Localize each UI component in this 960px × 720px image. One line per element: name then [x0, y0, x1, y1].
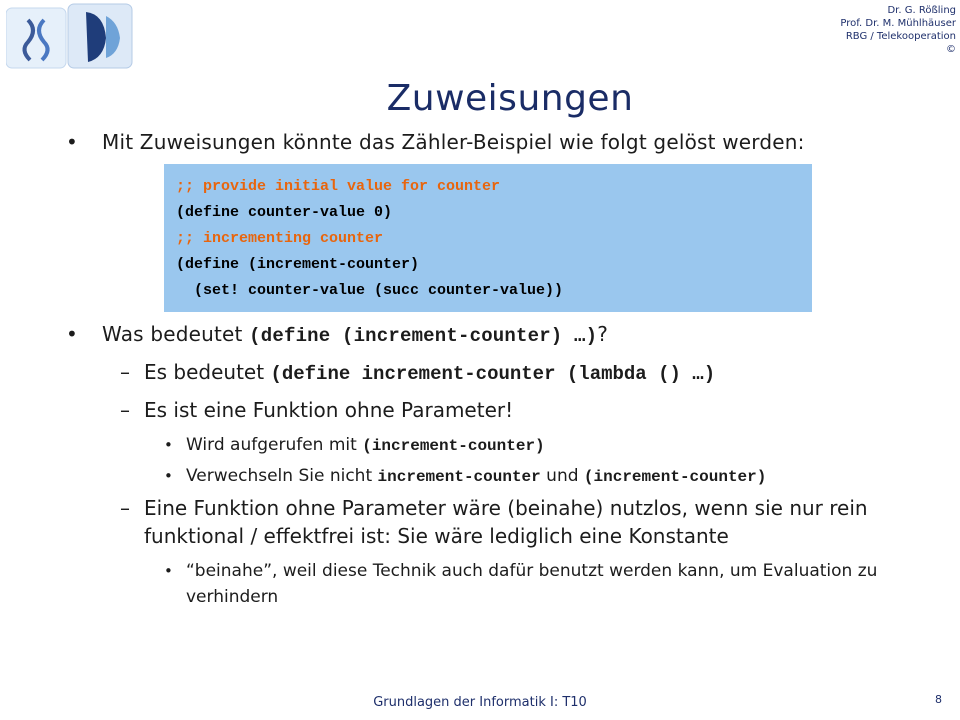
bullet-marker: • [66, 322, 78, 346]
credit-line: Dr. G. Rößling [887, 5, 956, 16]
code-block [164, 164, 812, 312]
code-line: (define (increment-counter) [176, 256, 420, 273]
bullet-marker: • [66, 130, 78, 154]
sub-bullet-text: Es bedeutet [144, 360, 271, 384]
dash-marker: – [120, 496, 130, 520]
slide-credits [840, 4, 956, 56]
sub-sub-bullet-text: und [540, 466, 584, 486]
sub-sub-bullet-item [60, 463, 940, 490]
slide-content [60, 128, 940, 614]
sub-bullet-text: Es ist eine Funktion ohne Parameter! [144, 398, 514, 422]
slide-title: Zuweisungen [386, 78, 634, 119]
credit-line: © [946, 44, 956, 55]
sub-sub-bullet-text: Verwechseln Sie nicht [186, 466, 378, 486]
tu-logo [6, 2, 136, 74]
code-line: (set! counter-value (succ counter-value)) [176, 282, 564, 299]
inline-code: (define increment-counter (lambda () …) [270, 363, 716, 385]
bullet-item [60, 128, 940, 156]
sub-bullet-item [60, 396, 940, 424]
sub-sub-bullet-item [60, 432, 940, 459]
sub-sub-bullet-text: Wird aufgerufen mit [186, 435, 363, 455]
inline-code: (define (increment-counter) …) [249, 325, 598, 347]
dash-marker: – [120, 398, 130, 422]
sub-sub-bullet-text: “beinahe”, weil diese Technik auch dafür benutzt werden kann, um Evaluation zu verhindern [186, 561, 878, 607]
bullet-marker: • [164, 467, 173, 485]
bullet-item [60, 320, 940, 350]
bullet-text: Was bedeutet [102, 322, 250, 346]
code-line: (define counter-value 0) [176, 204, 393, 221]
bullet-marker: • [164, 436, 173, 454]
footer-course: Grundlagen der Informatik I: T10 [373, 695, 587, 710]
inline-code: increment-counter [377, 468, 541, 486]
credit-line: Prof. Dr. M. Mühlhäuser [840, 18, 956, 29]
bullet-marker: • [164, 562, 173, 580]
bullet-text: ? [597, 322, 609, 346]
page-number: 8 [935, 693, 942, 706]
code-line: ;; incrementing counter [176, 230, 384, 247]
inline-code: (increment-counter) [583, 468, 767, 486]
dash-marker: – [120, 360, 130, 384]
credit-line: RBG / Telekooperation [845, 31, 956, 42]
sub-bullet-text: Eine Funktion ohne Parameter wäre (beinahe) nutzlos, wenn sie nur rein funktional / effektfrei ist: Sie wäre lediglich eine Konstante [144, 496, 868, 548]
inline-code: (increment-counter) [362, 437, 545, 455]
sub-bullet-item [60, 358, 940, 388]
sub-bullet-item [60, 494, 940, 550]
sub-sub-bullet-item [60, 558, 940, 610]
code-line: ;; provide initial value for counter [176, 178, 501, 195]
bullet-text: Mit Zuweisungen könnte das Zähler-Beispiel wie folgt gelöst werden: [102, 130, 805, 154]
